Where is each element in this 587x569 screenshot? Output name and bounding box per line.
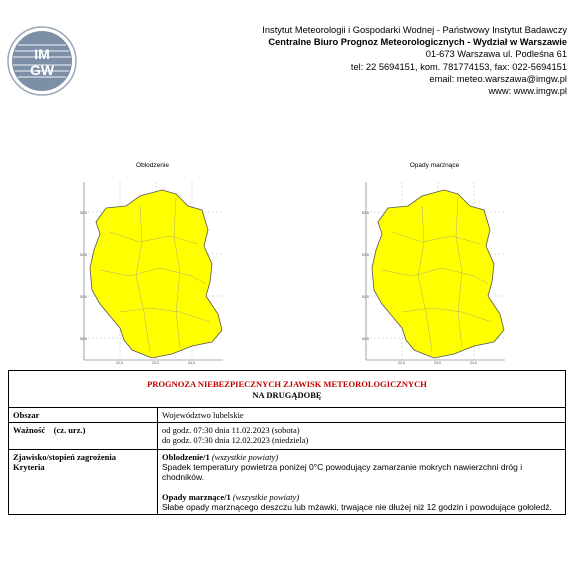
svg-text:50.5: 50.5 bbox=[80, 337, 87, 341]
phenomenon-1-scope: (wszystkie powiaty) bbox=[211, 452, 279, 462]
phenomena-value-cell bbox=[158, 450, 566, 515]
header-email[interactable]: email: meteo.warszawa@imgw.pl bbox=[429, 73, 567, 84]
validity-from: od godz. 07:30 dnia 11.02.2023 (sobota) bbox=[162, 425, 300, 435]
phenomenon-2-scope: (wszystkie powiaty) bbox=[232, 492, 300, 502]
svg-text:22.0: 22.0 bbox=[116, 361, 123, 365]
forecast-subtitle: NA DRUGĄDOBĘ bbox=[252, 390, 322, 400]
svg-text:23.0: 23.0 bbox=[434, 361, 441, 365]
svg-text:50.5: 50.5 bbox=[362, 337, 369, 341]
logo-text-top: IM bbox=[34, 46, 50, 62]
imgw-logo bbox=[6, 25, 78, 97]
map-title: Oblodzenie bbox=[136, 162, 169, 169]
area-label: Obszar bbox=[9, 408, 158, 423]
map-opady-marznace bbox=[362, 162, 507, 365]
svg-text:22.0: 22.0 bbox=[398, 361, 405, 365]
phenomenon-1-heading bbox=[162, 452, 561, 462]
phenomenon-2-heading bbox=[162, 492, 561, 502]
svg-text:51.0: 51.0 bbox=[362, 295, 369, 299]
phenomenon-1-name: Oblodzenie/1 bbox=[162, 452, 210, 462]
validity-to: do godz. 07:30 dnia 12.02.2023 (niedziela) bbox=[162, 435, 309, 445]
map-oblodzenie bbox=[80, 162, 225, 365]
map-title: Opady marznące bbox=[409, 162, 460, 169]
svg-text:52.5: 52.5 bbox=[80, 211, 87, 215]
header-www[interactable]: www: www.imgw.pl bbox=[488, 86, 567, 97]
validity-label-cell bbox=[9, 423, 158, 450]
header-department: Centralne Biuro Prognoz Meteorologicznych - Wydział w Warszawie bbox=[268, 37, 567, 48]
phenomenon-2-description: Słabe opady marznącego deszczu lub mżawki, trwające nie dłużej niż 12 godzin i powodujące gołoledź. bbox=[162, 502, 552, 512]
validity-value-cell bbox=[158, 423, 566, 450]
svg-text:52.5: 52.5 bbox=[362, 211, 369, 215]
phenomena-label: Zjawisko/stopień zagrożenia bbox=[13, 452, 117, 462]
validity-label: Ważność bbox=[13, 425, 46, 435]
svg-text:23.0: 23.0 bbox=[152, 361, 159, 365]
criteria-label: Kryteria bbox=[13, 462, 45, 472]
validity-unit: (cz. urz.) bbox=[53, 425, 86, 435]
svg-text:51.0: 51.0 bbox=[80, 295, 87, 299]
header-address: 01-673 Warszawa ul. Podleśna 61 bbox=[425, 49, 567, 60]
area-value: Województwo lubelskie bbox=[158, 408, 566, 423]
map-frame bbox=[80, 172, 225, 365]
phenomenon-2-name: Opady marznące/1 bbox=[162, 492, 231, 502]
svg-text:51.5: 51.5 bbox=[362, 253, 369, 257]
svg-text:24.0: 24.0 bbox=[188, 361, 195, 365]
header-institute: Instytut Meteorologii i Gospodarki Wodnej - Państwowy Instytut Badawczy bbox=[262, 25, 567, 35]
region-map bbox=[80, 172, 225, 365]
svg-text:51.5: 51.5 bbox=[80, 253, 87, 257]
institution-header bbox=[262, 24, 567, 97]
svg-text:24.0: 24.0 bbox=[470, 361, 477, 365]
logo-text-bottom: GW bbox=[29, 62, 55, 78]
phenomenon-1-description: Spadek temperatury powietrza poniżej 0°C powodujący zamarzanie mokrych nawierzchni dróg i chodników. bbox=[162, 462, 523, 482]
region-map bbox=[362, 172, 507, 365]
forecast-title: PROGNOZA NIEBEZPIECZNYCH ZJAWISK METEOROLOGICZNYCH bbox=[147, 379, 427, 389]
map-frame bbox=[362, 172, 507, 365]
forecast-title-cell bbox=[9, 371, 566, 408]
forecast-table bbox=[8, 370, 566, 515]
header-phone: tel: 22 5694151, kom. 781774153, fax: 022-5694151 bbox=[350, 61, 567, 72]
phenomena-label-cell bbox=[9, 450, 158, 515]
